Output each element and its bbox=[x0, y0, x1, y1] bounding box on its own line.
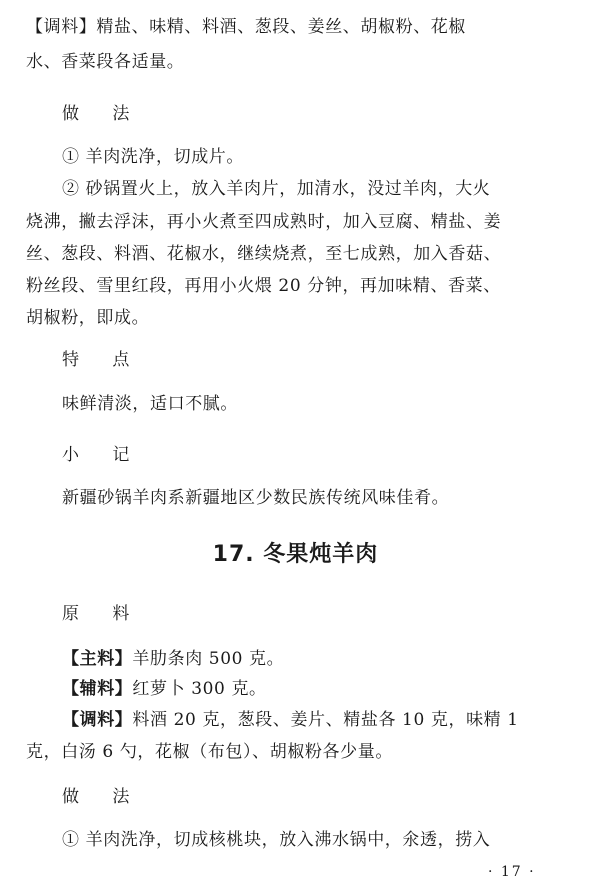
method-step-2-line: 烧沸，撇去浮沫，再小火煮至四成熟时，加入豆腐、精盐、姜 bbox=[26, 212, 502, 232]
method-step-2-line: 粉丝段、雪里红段，再用小火煨 20 分钟，再加味精、香菜、 bbox=[26, 276, 501, 296]
method-step-1: ① 羊肉洗净，切成片。 bbox=[62, 147, 245, 167]
method-step-2-line: 丝、葱段、料酒、花椒水，继续烧煮，至七成熟，加入香菇、 bbox=[26, 244, 502, 264]
auxiliary-ingredient-line bbox=[62, 678, 566, 700]
main-ingredient-tag: 【主料】 bbox=[62, 649, 133, 669]
feature-text: 味鲜清淡，适口不腻。 bbox=[62, 394, 238, 414]
ingredients-heading: 原 料 bbox=[62, 604, 144, 624]
seasoning-line-continued: 水、香菜段各适量。 bbox=[26, 52, 185, 72]
note-heading: 小 记 bbox=[62, 445, 144, 465]
auxiliary-ingredient-text: 红萝卜 300 克。 bbox=[132, 679, 267, 699]
method-heading: 做 法 bbox=[62, 104, 144, 124]
seasoning-ingredient-line-continued: 克，白汤 6 勺，花椒（布包）、胡椒粉各少量。 bbox=[26, 742, 393, 762]
method-step-2: ② 砂锅置火上，放入羊肉片，加清水，没过羊肉，大火 bbox=[62, 179, 491, 199]
seasoning-ingredient-line bbox=[62, 709, 566, 731]
main-ingredient-text: 羊肋条肉 500 克。 bbox=[132, 649, 285, 669]
recipe-title: 17. 冬果炖羊肉 bbox=[212, 542, 379, 567]
seasoning-ingredient-tag: 【调料】 bbox=[62, 710, 133, 730]
main-ingredient-line bbox=[62, 648, 566, 670]
note-text: 新疆砂锅羊肉系新疆地区少数民族传统风味佳肴。 bbox=[62, 488, 450, 508]
method-heading-2: 做 法 bbox=[62, 787, 144, 807]
page-number: · 17 · bbox=[488, 864, 536, 880]
method-step-2-line: 胡椒粉，即成。 bbox=[26, 308, 150, 328]
seasoning-ingredient-text: 料酒 20 克，葱段、姜片、精盐各 10 克，味精 1 bbox=[132, 710, 519, 730]
seasoning-line: 【调料】精盐、味精、料酒、葱段、姜丝、胡椒粉、花椒 bbox=[26, 17, 466, 37]
method-step-1-recipe-2: ① 羊肉洗净，切成核桃块，放入沸水锅中，氽透，捞入 bbox=[62, 830, 491, 850]
feature-heading: 特 点 bbox=[62, 350, 144, 370]
auxiliary-ingredient-tag: 【辅料】 bbox=[62, 679, 133, 699]
